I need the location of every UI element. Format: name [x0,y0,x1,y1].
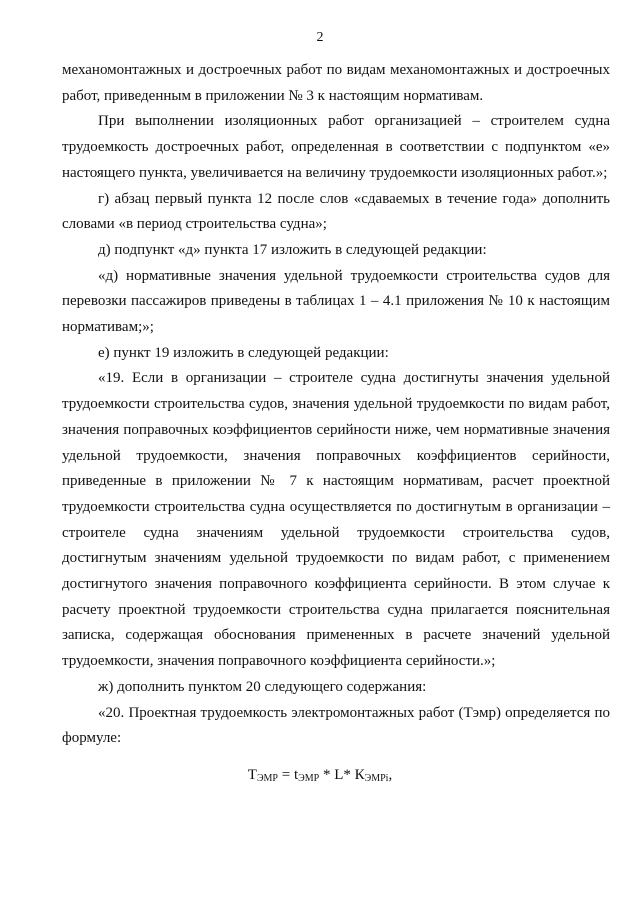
formula-lhs: Т [247,767,257,783]
paragraph-5: «д) нормативные значения удельной трудоемкости строительства судов для перевозки пассажиров приведены в таблицах 1 – 4.1 приложения № 10 к настоящим нормативам;»; [62,267,610,336]
paragraph-7: «19. Если в организации – строителе судна достигнуты значения удельной трудоемкости строительства судов, значения удельной трудоемкости по видам работ, значения поправочных коэффициентов серийности ниже, чем нормативные значения удельной трудоемкости, значения поправочных коэффициентов серийности, приведенные в приложении № 7 к настоящим нормативам, расчет проектной трудоемкости строительства судна осуществляется по достигнутым в организации – строителе судна значениям удельной трудоемкости строительства судов, достигнутым значениям удельной трудоемкости по видам работ, с применением достигнутого значения поправочного коэффициента серийности. В этом случае к расчету проектной трудоемкости строительства судна прилагается пояснительная записка, содержащая обоснования примененных в расчете значений удельной трудоемкости, значения поправочного коэффициента серийности.»; [62,370,610,670]
paragraph-9: «20. Проектная трудоемкость электромонтажных работ (Тэмр) определяется по формуле: [62,704,610,747]
formula-tail: , [388,767,393,783]
paragraph-2: При выполнении изоляционных работ организацией – строителем судна трудоемкость достроечных работ, определенная в соответствии с подпунктом «е» настоящего пункта, увеличивается на величину трудоемкости изоляционных работ.»; [62,113,610,181]
paragraph-1: механомонтажных и достроечных работ по видам механомонтажных и достроечных работ, приведенным в приложении № 3 к настоящим нормативам. [62,62,610,104]
paragraph-6: е) пункт 19 изложить в следующей редакции: [98,344,389,361]
formula-lhs-subscript: ЭМР [256,773,278,784]
formula-middle: * L* К [319,767,365,783]
paragraph-3: г) абзац первый пункта 12 после слов «сдаваемых в течение года» дополнить словами «в период строительства судна»; [62,190,610,233]
document-body [62,58,610,752]
formula-t-subscript: ЭМР [298,773,320,784]
page-number: 2 [316,30,324,45]
formula [0,762,640,792]
paragraph-4: д) подпункт «д» пункта 17 изложить в следующей редакции: [98,241,487,258]
paragraph-8: ж) дополнить пунктом 20 следующего содержания: [98,678,427,695]
formula-k-subscript: ЭМРi [364,773,389,784]
formula-equals: = t [278,767,299,783]
